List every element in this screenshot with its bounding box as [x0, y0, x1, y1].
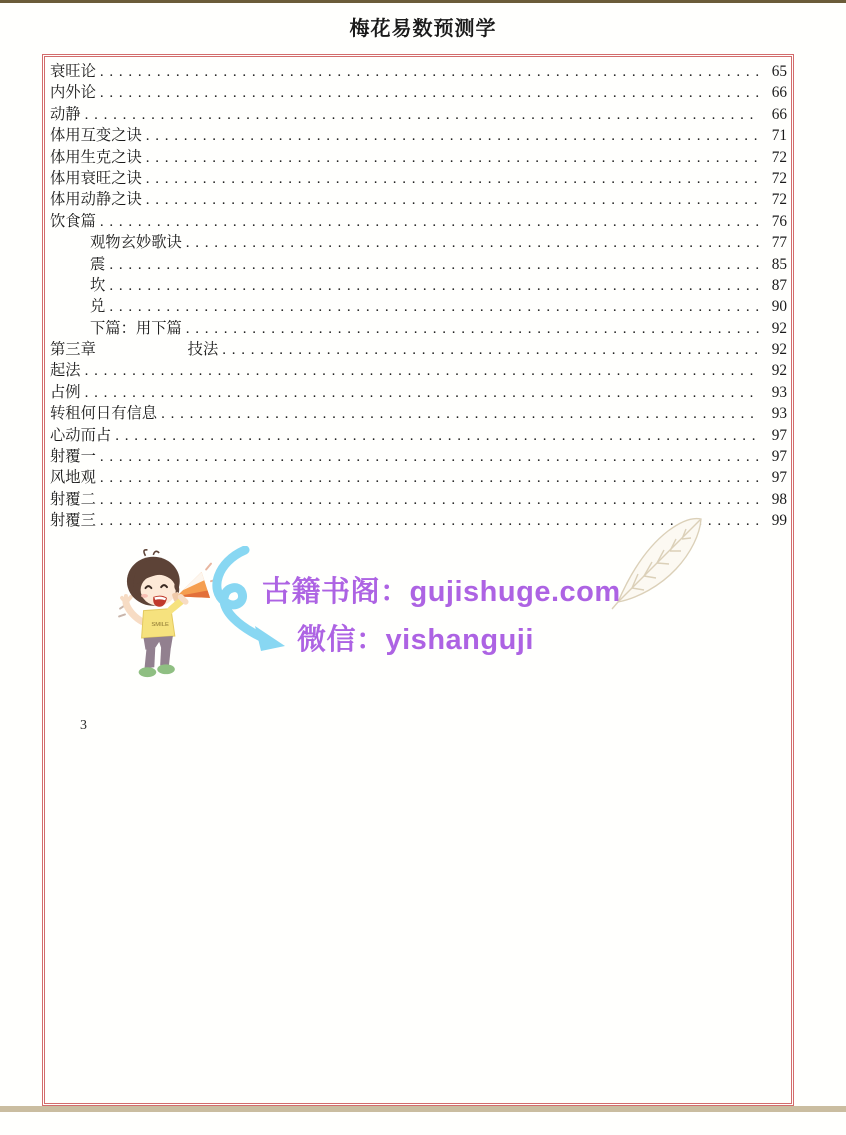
toc-entry-page: 66	[771, 84, 787, 102]
dot-leader	[146, 168, 760, 190]
toc-entry-label: 体用生克之诀	[50, 148, 142, 166]
toc-entry-label: 起法	[50, 362, 81, 380]
watermark-wechat-text: 微信：yishanguji	[297, 624, 534, 656]
toc-entry-label: 下篇：用下篇	[90, 319, 182, 337]
svg-text:SMILE: SMILE	[151, 622, 169, 629]
toc-entry-label: 内外论	[50, 84, 96, 102]
toc-entry-page: 66	[771, 105, 787, 123]
toc-entry-page: 76	[771, 212, 787, 230]
dot-leader	[100, 489, 760, 511]
toc-entry	[50, 61, 787, 82]
toc-entry	[50, 147, 787, 168]
toc-entry	[50, 296, 787, 317]
toc-entry-label: 风地观	[50, 469, 96, 487]
toc-entry-label: 动静	[50, 105, 81, 123]
toc-entry	[50, 489, 787, 510]
toc-entry-label: 兑	[90, 298, 106, 316]
toc-entry-label: 体用衰旺之诀	[50, 169, 142, 187]
dot-leader	[186, 232, 760, 254]
bottom-edge-bar	[0, 1106, 846, 1112]
dot-leader	[186, 318, 760, 340]
top-edge-bar	[0, 0, 846, 3]
leaf-sketch-icon	[610, 512, 710, 612]
watermark-site-text: 古籍书阁：gujishuge.com	[262, 576, 621, 608]
page-title: 梅花易数预测学	[349, 18, 497, 40]
dot-leader	[146, 125, 760, 147]
dot-leader	[100, 211, 760, 233]
dot-leader	[85, 104, 760, 126]
toc-entry-page: 77	[771, 234, 787, 252]
dot-leader	[115, 425, 760, 447]
dot-leader	[100, 467, 760, 489]
toc-entry-page: 97	[771, 448, 787, 466]
dot-leader	[161, 403, 760, 425]
dot-leader	[100, 446, 760, 468]
toc-entry-label: 饮食篇	[50, 212, 96, 230]
toc-entry-page: 87	[771, 276, 787, 294]
dot-leader	[109, 275, 760, 297]
toc-entry	[50, 339, 787, 360]
toc-entry-label: 心动而占	[50, 426, 112, 444]
dot-leader	[85, 360, 760, 382]
toc-entry-label: 占例	[50, 383, 81, 401]
dot-leader	[85, 382, 760, 404]
toc-entry-label: 射覆三	[50, 512, 96, 530]
toc-entry-page: 92	[771, 319, 787, 337]
toc-entry-page: 99	[771, 512, 787, 530]
toc-entry	[50, 104, 787, 125]
toc-entry	[50, 232, 787, 253]
toc-entry-page: 93	[771, 383, 787, 401]
toc-entry-label: 体用互变之诀	[50, 127, 142, 145]
toc-entry-label: 坎	[90, 276, 106, 294]
toc-entry-label: 体用动静之诀	[50, 191, 142, 209]
toc-entry-label: 第三章 技法	[50, 341, 219, 359]
toc-entry	[50, 275, 787, 296]
toc-entry	[50, 254, 787, 275]
toc-entry	[50, 168, 787, 189]
toc-entry-page: 85	[771, 255, 787, 273]
toc-entry	[50, 425, 787, 446]
toc-entry-page: 92	[771, 362, 787, 380]
toc-entry-page: 93	[771, 405, 787, 423]
toc-entry-page: 65	[771, 63, 787, 80]
toc-entry	[50, 382, 787, 403]
toc-entry-label: 转租何日有信息	[50, 405, 158, 423]
dot-leader	[146, 147, 760, 169]
toc-entry-page: 72	[771, 191, 787, 209]
dot-leader	[222, 339, 760, 361]
dot-leader	[109, 254, 760, 276]
toc-entry-page: 97	[771, 426, 787, 444]
dot-leader	[109, 296, 760, 318]
toc-entry-label: 射覆二	[50, 490, 96, 508]
toc-entry	[50, 211, 787, 232]
dot-leader	[146, 189, 760, 211]
toc-entry	[50, 360, 787, 381]
toc-entry-page: 97	[771, 469, 787, 487]
toc-entry-label: 射覆一	[50, 448, 96, 466]
toc-entry	[50, 467, 787, 488]
toc-entry-page: 72	[771, 169, 787, 187]
folio-page-number: 3	[80, 718, 87, 733]
toc-entry-page: 90	[771, 298, 787, 316]
toc-entry-page: 72	[771, 148, 787, 166]
toc-entry	[50, 125, 787, 146]
dot-leader	[100, 82, 760, 104]
toc-entry-page: 98	[771, 490, 787, 508]
dot-leader	[100, 61, 760, 83]
toc-entry-label: 衰旺论	[50, 63, 96, 80]
toc-entry-label: 观物玄妙歌诀	[90, 234, 182, 252]
toc-entry	[50, 189, 787, 210]
toc-entry	[50, 82, 787, 103]
toc-entry	[50, 403, 787, 424]
toc-entry-label: 震	[90, 255, 106, 273]
toc-entry-page: 71	[771, 127, 787, 145]
toc-entry	[50, 446, 787, 467]
toc-list	[45, 57, 791, 532]
toc-entry-page: 92	[771, 341, 787, 359]
toc-entry	[50, 318, 787, 339]
